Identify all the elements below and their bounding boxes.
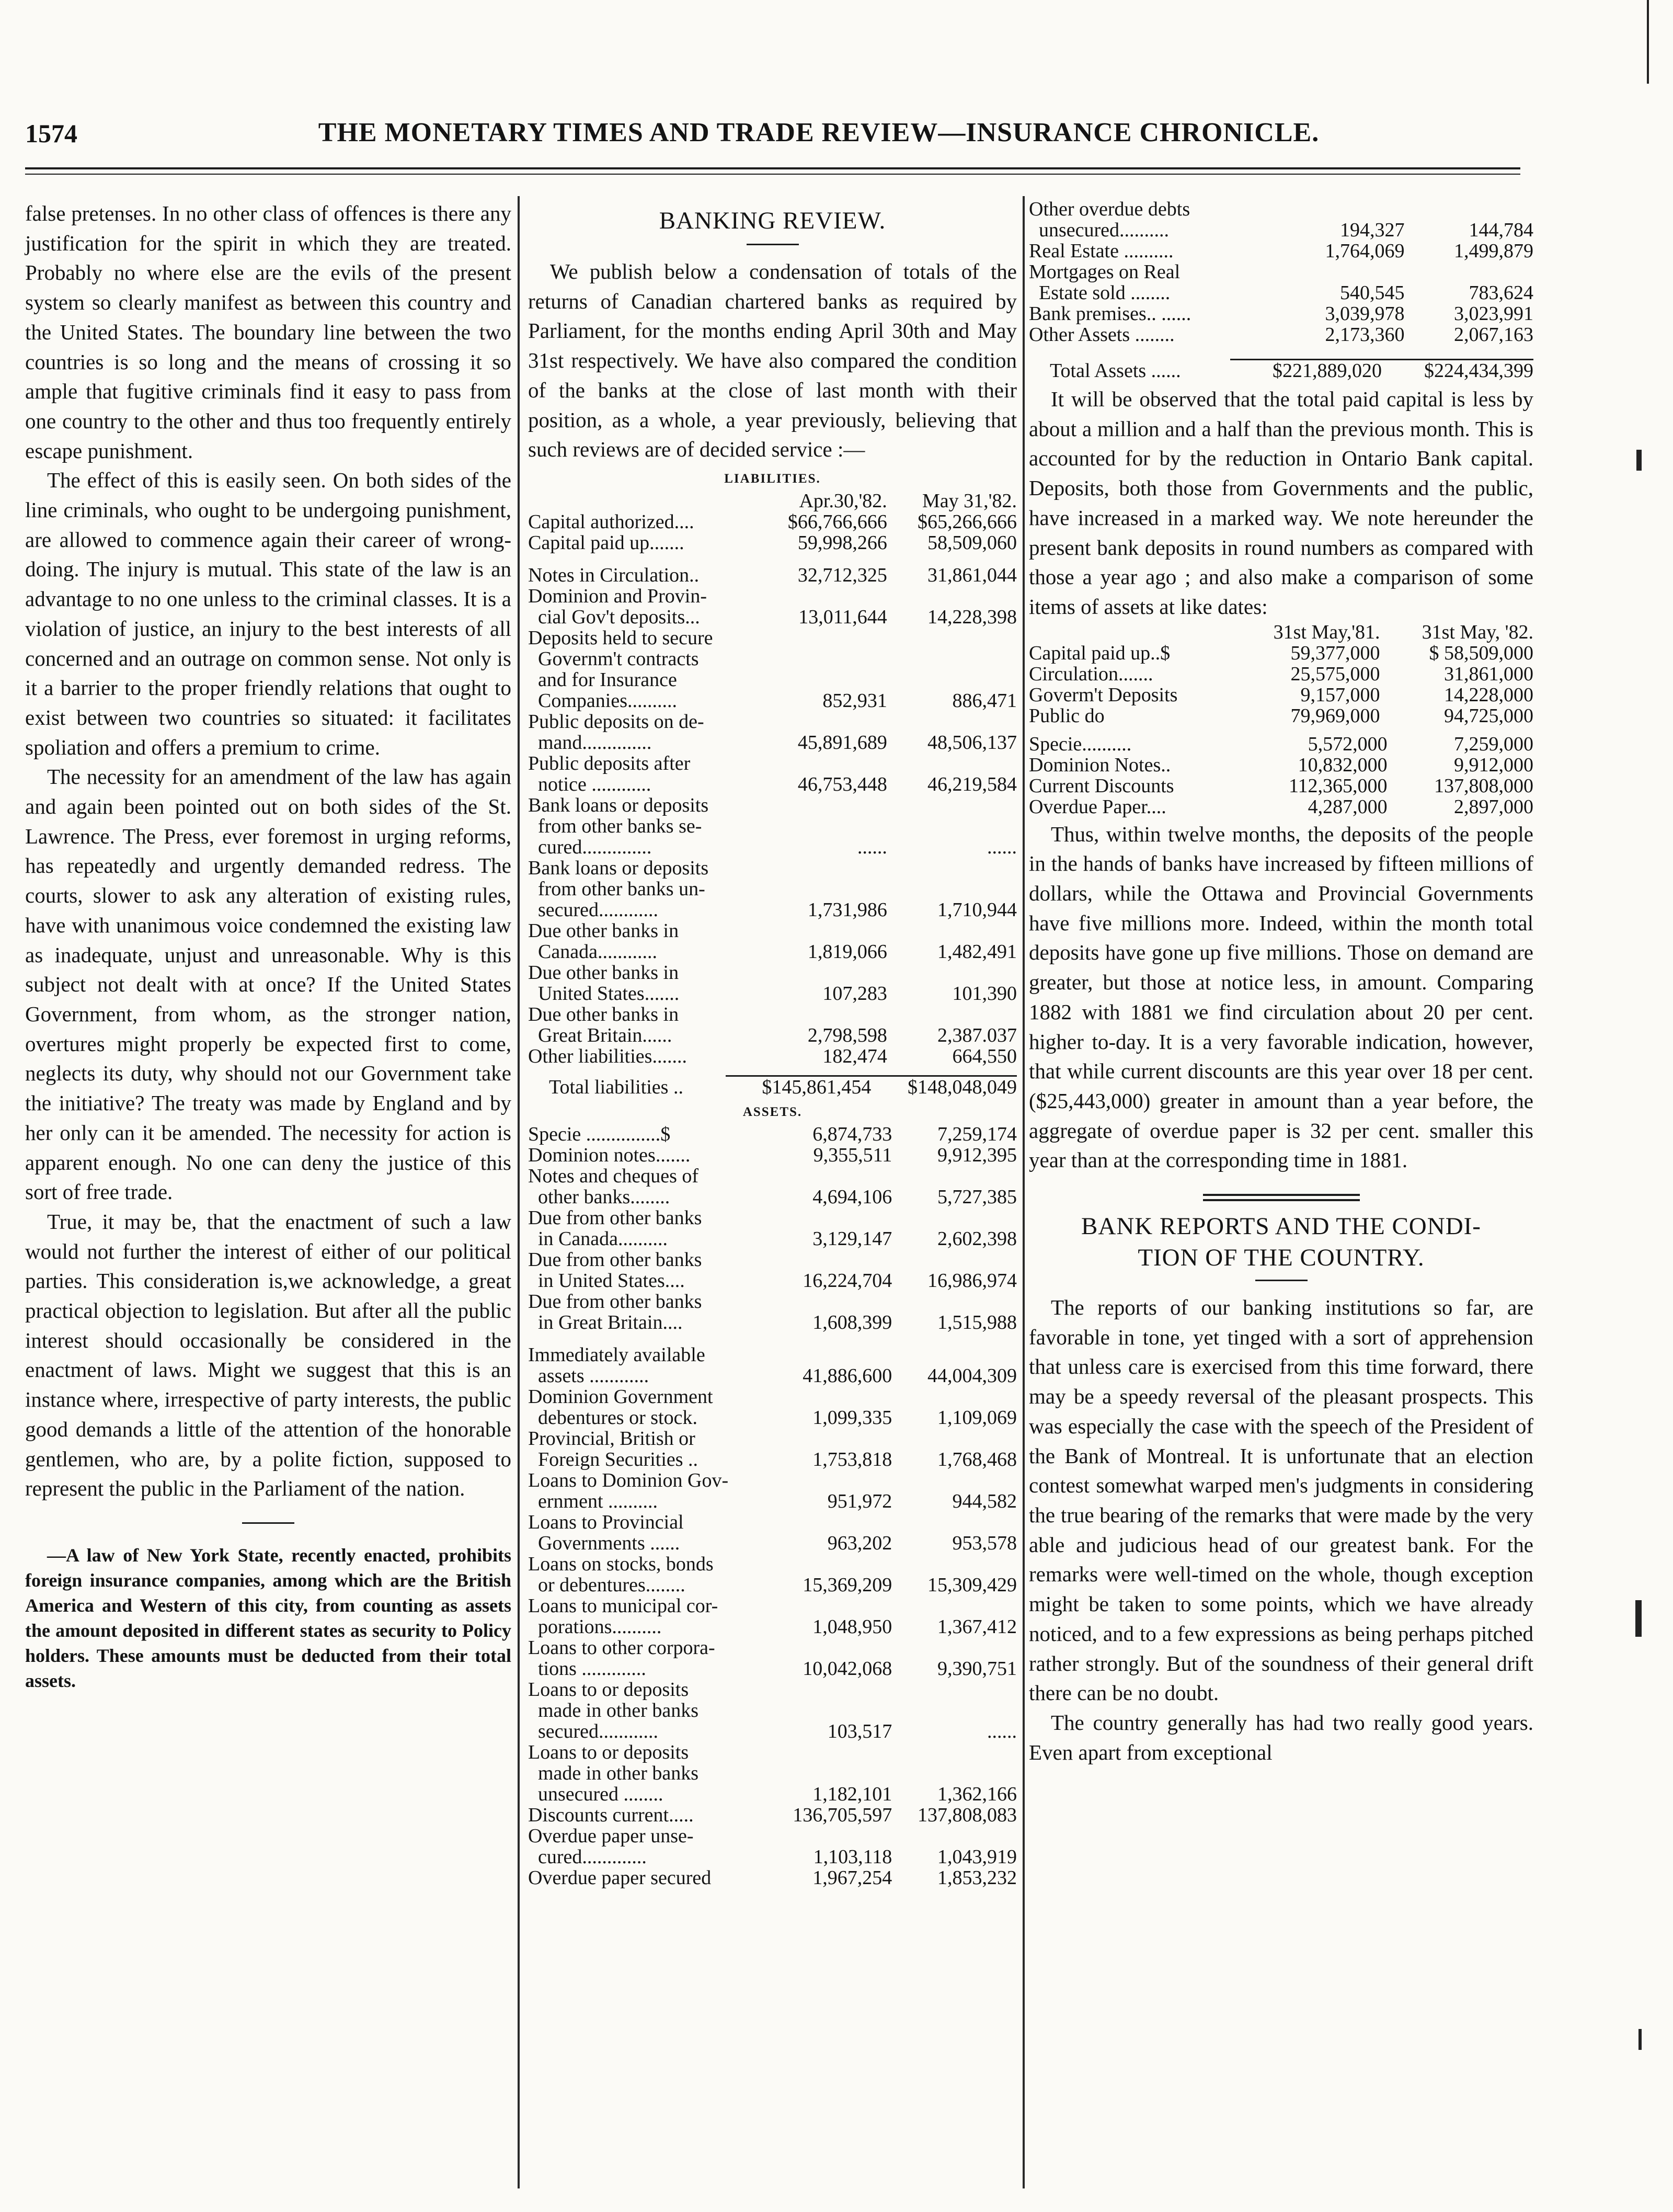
- paragraph: The effect of this is easily seen. On both sides of the line criminals, who ought to be undergoing punishment, are allowed to commence again their career of wrong-doing. The injury is mutual. This state of the law is an advantage to no one unless to the criminal classes. It is a violation of justice, an injury to the best interests of all concerned and an outrage on common sense. Not only is it a barrier to the proper friendly relations that ought to exist between two countries so situated: it facilitates spoliation and offers a premium to crime.: [25, 468, 511, 759]
- table-header-row: [528, 491, 1017, 511]
- row-label: Public deposits after notice ............: [528, 752, 691, 795]
- total-value-a: $145,861,454: [726, 1076, 872, 1098]
- row-value-b: 2,387.037: [937, 1024, 1017, 1046]
- row-value-a: 9,355,511: [813, 1144, 892, 1166]
- column-rule: [1023, 196, 1025, 2188]
- row-value-a: 16,224,704: [803, 1269, 892, 1292]
- row-label: Loans to Provincial Governments ......: [528, 1511, 684, 1554]
- total-value-b: $148,048,049: [871, 1076, 1017, 1098]
- table-row: [1029, 734, 1533, 755]
- row-label: Bank loans or deposits from other banks un- secured............: [528, 857, 709, 921]
- column-header: May 31,'82.: [922, 489, 1017, 512]
- row-value-a: 10,042,068: [803, 1657, 892, 1680]
- row-value-a: 1,608,399: [812, 1311, 892, 1333]
- paragraph: The reports of our banking institutions so far, are favorable in tone, yet tinged with a sort of apprehension that unless care is exercised from this time forward, there may be a speedy reversal of the pleasant prospects. This was especially the case with the speech of the President of the Bank of Montreal. It is unfortunate that an election contest somewhat warped men's judgments in considering the true bearing of the remarks that were made by the very able and judicious head of our greatest bank. For the remarks were well-timed on the whole, though exception might be taken to some points, which we have already noticed, and to a few expressions as being perhaps pitched rather strongly. But of the soundness of their general drift there can be no doubt.: [1029, 1295, 1533, 1705]
- row-value-b: 58,509,060: [927, 531, 1017, 554]
- row-value-a: ......: [857, 836, 887, 858]
- row-label: Dominion and Provin- cial Gov't deposits...: [528, 585, 707, 628]
- row-value-a: 1,819,066: [807, 940, 887, 963]
- table-row: [528, 532, 1017, 559]
- total-liabilities-table: [528, 1075, 1017, 1098]
- row-value-b: 94,725,000: [1444, 704, 1533, 727]
- title-line: TION OF THE COUNTRY.: [1138, 1244, 1425, 1272]
- row-value-a: 852,931: [822, 689, 887, 712]
- row-value-a: 1,731,986: [807, 898, 887, 921]
- table-row: [528, 711, 1017, 753]
- row-value-b: 1,515,988: [937, 1311, 1017, 1333]
- table-row: [528, 1554, 1017, 1595]
- running-head: THE MONETARY TIMES AND TRADE REVIEW—INSURANCE CHRONICLE.: [318, 118, 1320, 147]
- paragraph: The necessity for an amendment of the law has again and again been pointed out on both sides of the St. Lawrence. The Press, ever foremost in urging reforms, has repeatedly and urgently demanded redress. The courts, slower to ask any alteration of existing rules, have with unanimous voice condemned the existing law as inadequate, unjust and unreasonable. Why is this subject not dealt with at once? If the United States Government, from whom, as the stronger nation, overtures might properly be expected first to come, neglects its duty, why should not our Government take the initiative? The treaty was made by England and by her only can it be amended. The necessity for action is apparent enough. No one can deny the justice of this sort of free trade.: [25, 765, 511, 1204]
- row-value-a: 25,575,000: [1290, 663, 1380, 685]
- row-value-a: 45,891,689: [797, 731, 887, 754]
- table-row: [528, 1339, 1017, 1386]
- total-row: [528, 1076, 1017, 1098]
- table-row: [1029, 664, 1533, 685]
- assets-continued-table: [1029, 199, 1533, 345]
- row-value-a: 182,474: [822, 1045, 887, 1067]
- column-rule: [518, 196, 520, 2188]
- row-value-b: 2,602,398: [937, 1227, 1017, 1250]
- row-value-b: 9,390,751: [937, 1657, 1017, 1680]
- banking-review-title: BANKING REVIEW.: [659, 207, 886, 234]
- scan-mark: [1638, 2029, 1642, 2050]
- total-label: Total Assets ......: [1050, 360, 1181, 382]
- row-value-a: 32,712,325: [797, 564, 887, 586]
- table-row: [1029, 199, 1533, 241]
- row-value-b: 1,768,468: [937, 1448, 1017, 1470]
- row-label: Goverm't Deposits: [1029, 683, 1178, 706]
- table-row: [528, 795, 1017, 858]
- table-row: [528, 1470, 1017, 1512]
- paragraph: True, it may be, that the enactment of such a law would not further the interest of either of our political parties. This consideration is,we acknowledge, a great practical objection to legislation. But after all the public interest should occasionally be considered in the enactment of laws. Might we suggest that this is an instance where, irrespective of party interests, the public good demands a little of the attention of the honorable gentlemen, who are, by a polite fiction, supposed to represent the public in the Parliament of the nation.: [25, 1209, 511, 1501]
- row-value-b: 15,309,429: [927, 1574, 1017, 1596]
- paragraph: Thus, within twelve months, the deposits of the people in the hands of banks have increased by fifteen millions of dollars, while the Ottawa and Provincial Governments have five millions more. Indeed, within the month total deposits have gone up five millions. Those on demand are greater, but those at notice less, in amount. Comparing 1882 with 1881 we find circulation about 20 per cent. higher to-day. It is a very favorable indication, however, that while current discounts are this year over 18 per cent. ($25,443,000) greater in amount than a year before, the aggregate of overdue paper is 32 per cent. smaller this year than at the corresponding time in 1881.: [1029, 822, 1533, 1172]
- row-label: Overdue Paper....: [1029, 795, 1166, 818]
- section-rule: [1203, 1194, 1360, 1196]
- comparison-table: [1029, 622, 1533, 726]
- table-row: [1029, 685, 1533, 705]
- table-row: [1029, 705, 1533, 726]
- row-label: Bank premises.. ......: [1029, 303, 1191, 325]
- row-value-a: 1,048,950: [812, 1615, 892, 1638]
- row-label: Real Estate ..........: [1029, 240, 1174, 262]
- row-value-a: 112,365,000: [1288, 774, 1388, 797]
- page-number: 1574: [25, 119, 77, 148]
- row-value-a: 41,886,600: [803, 1364, 892, 1387]
- row-value-b: 783,624: [1469, 282, 1533, 304]
- row-label: Dominion notes.......: [528, 1144, 691, 1166]
- table-row: [528, 1512, 1017, 1554]
- row-label: Capital paid up..$: [1029, 642, 1171, 664]
- row-value-a: 6,874,733: [812, 1123, 892, 1145]
- row-value-a: 59,377,000: [1290, 642, 1380, 664]
- row-label: Bank loans or deposits from other banks se- cured..............: [528, 794, 709, 858]
- assets-table: [528, 1124, 1017, 1888]
- paragraph: The country generally has had two really good years. Even apart from exceptional: [1029, 1710, 1533, 1764]
- row-value-a: 13,011,644: [798, 606, 887, 628]
- table-row: [528, 1826, 1017, 1867]
- column-3: [1029, 199, 1533, 1767]
- row-value-b: 16,986,974: [927, 1269, 1017, 1292]
- column-2: [528, 199, 1017, 1888]
- row-label: Due other banks in Canada............: [528, 919, 679, 963]
- row-label: Loans to or deposits made in other banks unsecured ........: [528, 1741, 699, 1805]
- row-label: Capital authorized....: [528, 510, 694, 533]
- row-label: Discounts current.....: [528, 1804, 694, 1826]
- table-row: [528, 1679, 1017, 1742]
- row-value-a: 5,572,000: [1308, 733, 1388, 755]
- row-value-b: 14,228,000: [1444, 683, 1533, 706]
- table-row: [528, 753, 1017, 795]
- row-label: Due other banks in Great Britain......: [528, 1003, 679, 1046]
- row-value-b: 7,259,000: [1454, 733, 1533, 755]
- separator-rule: [747, 244, 799, 245]
- row-value-a: 3,129,147: [812, 1227, 892, 1250]
- table-row: [1029, 643, 1533, 664]
- row-value-b: 48,506,137: [927, 731, 1017, 754]
- row-label: Loans to municipal cor- porations..........: [528, 1594, 718, 1638]
- row-value-b: 144,784: [1469, 219, 1533, 241]
- row-label: Other Assets ........: [1029, 324, 1175, 346]
- row-value-b: 137,808,000: [1434, 774, 1533, 797]
- row-value-b: 2,897,000: [1454, 795, 1533, 818]
- section-rule: [1203, 1199, 1360, 1201]
- row-value-b: 1,367,412: [937, 1615, 1017, 1638]
- row-value-b: 9,912,000: [1454, 754, 1533, 776]
- row-value-b: 1,710,944: [937, 898, 1017, 921]
- table-row: [1029, 755, 1533, 776]
- scan-mark: [1636, 450, 1642, 471]
- row-value-a: 2,798,598: [807, 1024, 887, 1046]
- paragraph: false pretenses. In no other class of offences is there any justification for the spirit in which they are treated. Probably no where else are the evils of the present system so clearly manifest as between this country and the United States. The boundary line between the two countries is so long and the means of crossing it so ample that fugitive criminals find it easy to pass from one country to the other and thus too frequently entirely escape punishment.: [25, 201, 511, 463]
- table-row: [528, 1291, 1017, 1339]
- column-header: 31st May,'81.: [1273, 621, 1380, 643]
- row-value-a: $66,766,666: [787, 510, 887, 533]
- row-value-a: 4,694,106: [812, 1185, 892, 1208]
- row-value-b: 3,023,991: [1454, 303, 1533, 325]
- row-value-a: 46,753,448: [797, 773, 887, 795]
- row-value-b: ......: [987, 836, 1017, 858]
- row-value-a: 79,969,000: [1290, 704, 1380, 727]
- table-row: [1029, 241, 1533, 261]
- table-row: [528, 586, 1017, 628]
- table-row: [528, 1145, 1017, 1166]
- table-row: [528, 1249, 1017, 1291]
- total-value-a: $221,889,020: [1230, 360, 1382, 382]
- table-row: [1029, 796, 1533, 817]
- row-value-a: 1,103,118: [813, 1845, 892, 1868]
- row-label: Loans to other corpora- tions .............: [528, 1636, 715, 1680]
- separator-rule: [1255, 1280, 1308, 1281]
- note-text: —A law of New York State, recently enacted, prohibits foreign insurance companies, among which are the British America and Western of this city, from counting as assets the amount deposited in different states as security to Policy holders. These amounts must be deducted from their total assets.: [25, 1544, 511, 1691]
- row-label: Public do: [1029, 704, 1105, 727]
- table-row: [528, 1207, 1017, 1249]
- header-rule-thin: [25, 174, 1520, 175]
- row-label: Circulation.......: [1029, 663, 1153, 685]
- row-value-a: 1,753,818: [812, 1448, 892, 1470]
- row-value-b: 9,912,395: [937, 1144, 1017, 1166]
- comparison-table-assets: [1029, 734, 1533, 817]
- row-value-a: 136,705,597: [793, 1804, 892, 1826]
- table-row: [528, 559, 1017, 586]
- row-value-a: 1,764,069: [1325, 240, 1405, 262]
- row-label: Deposits held to secure Governm't contracts and for Insurance Companies..........: [528, 626, 713, 712]
- row-label: Immediately available assets ............: [528, 1343, 705, 1387]
- scan-mark: [1647, 0, 1649, 84]
- liabilities-table: [528, 491, 1017, 1067]
- row-value-b: 1,482,491: [937, 940, 1017, 963]
- table-row: [528, 1046, 1017, 1067]
- title-line: BANK REPORTS AND THE CONDI-: [1081, 1213, 1481, 1240]
- row-label: Loans to or deposits made in other banks secured............: [528, 1678, 699, 1742]
- table-row: [528, 1805, 1017, 1826]
- row-value-b: 7,259,174: [937, 1123, 1017, 1145]
- row-value-a: 4,287,000: [1308, 795, 1388, 818]
- separator-rule: [242, 1522, 294, 1524]
- table-row: [528, 962, 1017, 1004]
- table-row: [528, 1124, 1017, 1145]
- row-value-b: ......: [987, 1720, 1017, 1742]
- row-value-a: 540,545: [1340, 282, 1405, 304]
- column-1: [25, 199, 511, 1693]
- row-value-b: 2,067,163: [1454, 324, 1533, 346]
- row-label: Dominion Government debentures or stock.: [528, 1385, 713, 1429]
- table-row: [528, 511, 1017, 532]
- row-value-a: 2,173,360: [1325, 324, 1405, 346]
- row-label: Overdue paper unse- cured.............: [528, 1825, 694, 1868]
- banking-review-intro: We publish below a condensation of totals of the returns of Canadian chartered banks as required by Parliament, for the months ending April 30th and May 31st respectively. We have also compared the condition of the banks at the close of last month with their position, as a whole, a year previously, believing that such reviews are of decided service :—: [528, 259, 1017, 462]
- row-value-a: 1,967,254: [812, 1866, 892, 1889]
- table-row: [528, 1004, 1017, 1046]
- liabilities-label: LIABILITIES.: [724, 471, 821, 486]
- row-value-a: 951,972: [827, 1490, 892, 1512]
- header-rule: [25, 167, 1520, 169]
- row-value-a: 1,099,335: [812, 1406, 892, 1429]
- row-label: Due from other banks in Great Britain....: [528, 1290, 702, 1333]
- table-row: [528, 1386, 1017, 1428]
- column-header: 31st May, '82.: [1422, 621, 1533, 643]
- row-value-b: 46,219,584: [927, 773, 1017, 795]
- table-row: [528, 920, 1017, 962]
- row-value-b: $65,266,666: [918, 510, 1017, 533]
- row-value-a: 107,283: [822, 982, 887, 1005]
- row-value-a: 963,202: [827, 1532, 892, 1554]
- row-label: Overdue paper secured: [528, 1866, 712, 1889]
- row-value-b: 31,861,044: [927, 564, 1017, 586]
- row-value-b: 886,471: [952, 689, 1017, 712]
- row-value-b: $ 58,509,000: [1429, 642, 1533, 664]
- total-value-b: $224,434,399: [1382, 360, 1533, 382]
- row-value-b: 1,109,069: [937, 1406, 1017, 1429]
- news-note: [25, 1543, 511, 1693]
- table-row: [528, 1428, 1017, 1470]
- paragraph: It will be observed that the total paid capital is less by about a million and a half than the previous month. This is accounted for by the reduction in Ontario Bank capital. Deposits, both those from Governments and the public, have increased in a marked way. We note hereunder the present bank deposits in round numbers as compared with those a year ago ; and also make a comparison of some items of assets at like dates:: [1029, 387, 1533, 619]
- row-value-b: 1,043,919: [937, 1845, 1017, 1868]
- row-value-b: 1,499,879: [1454, 240, 1533, 262]
- row-value-b: 953,578: [952, 1532, 1017, 1554]
- row-value-a: 3,039,978: [1325, 303, 1405, 325]
- row-label: Capital paid up.......: [528, 531, 684, 554]
- row-label: Due from other banks in Canada..........: [528, 1206, 702, 1250]
- row-value-b: 44,004,309: [927, 1364, 1017, 1387]
- row-value-b: 31,861,000: [1444, 663, 1533, 685]
- row-label: Notes in Circulation..: [528, 564, 700, 586]
- row-label: Loans to Dominion Gov- ernment ..........: [528, 1469, 729, 1512]
- table-row: [1029, 303, 1533, 324]
- row-value-a: 10,832,000: [1298, 754, 1388, 776]
- total-label: Total liabilities ..: [549, 1076, 683, 1098]
- table-row: [528, 858, 1017, 920]
- row-label: Dominion Notes..: [1029, 754, 1171, 776]
- row-label: Public deposits on de- mand..............: [528, 710, 704, 754]
- row-label: Loans on stocks, bonds or debentures........: [528, 1553, 714, 1596]
- row-value-a: 15,369,209: [803, 1574, 892, 1596]
- row-label: Specie..........: [1029, 733, 1132, 755]
- table-row: [1029, 261, 1533, 303]
- row-value-a: 103,517: [827, 1720, 892, 1742]
- row-label: Specie ...............$: [528, 1123, 671, 1145]
- row-label: Notes and cheques of other banks........: [528, 1165, 699, 1208]
- row-label: Due other banks in United States.......: [528, 961, 680, 1005]
- total-row: [1029, 360, 1533, 382]
- table-row: [1029, 776, 1533, 796]
- row-value-b: 137,808,083: [918, 1804, 1017, 1826]
- total-assets-table: [1029, 359, 1533, 381]
- table-row: [528, 1742, 1017, 1805]
- table-row: [1029, 324, 1533, 345]
- row-value-b: 5,727,385: [937, 1185, 1017, 1208]
- row-value-a: 9,157,000: [1300, 683, 1380, 706]
- row-label: Due from other banks in United States....: [528, 1248, 702, 1292]
- table-row: [528, 1595, 1017, 1637]
- table-row: [528, 1166, 1017, 1207]
- row-label: Current Discounts: [1029, 774, 1174, 797]
- row-label: Other liabilities.......: [528, 1045, 687, 1067]
- table-header-row: [1029, 622, 1533, 643]
- row-value-b: 1,853,232: [937, 1866, 1017, 1889]
- row-label: Other overdue debts unsecured..........: [1029, 198, 1190, 241]
- row-value-a: 194,327: [1340, 219, 1405, 241]
- row-value-b: 1,362,166: [937, 1783, 1017, 1805]
- table-row: [528, 628, 1017, 711]
- row-value-a: 1,182,101: [812, 1783, 892, 1805]
- assets-label: ASSETS.: [742, 1104, 803, 1119]
- row-value-a: 59,998,266: [797, 531, 887, 554]
- bank-reports-title: [1029, 1211, 1533, 1273]
- row-value-b: 101,390: [952, 982, 1017, 1005]
- row-value-b: 664,550: [952, 1045, 1017, 1067]
- scan-mark: [1635, 1600, 1642, 1637]
- row-value-b: 944,582: [952, 1490, 1017, 1512]
- row-label: Provincial, British or Foreign Securities ..: [528, 1427, 698, 1470]
- table-row: [528, 1637, 1017, 1679]
- column-header: Apr.30,'82.: [799, 489, 887, 512]
- table-row: [528, 1867, 1017, 1888]
- row-value-b: 14,228,398: [927, 606, 1017, 628]
- row-label: Mortgages on Real Estate sold ........: [1029, 261, 1181, 304]
